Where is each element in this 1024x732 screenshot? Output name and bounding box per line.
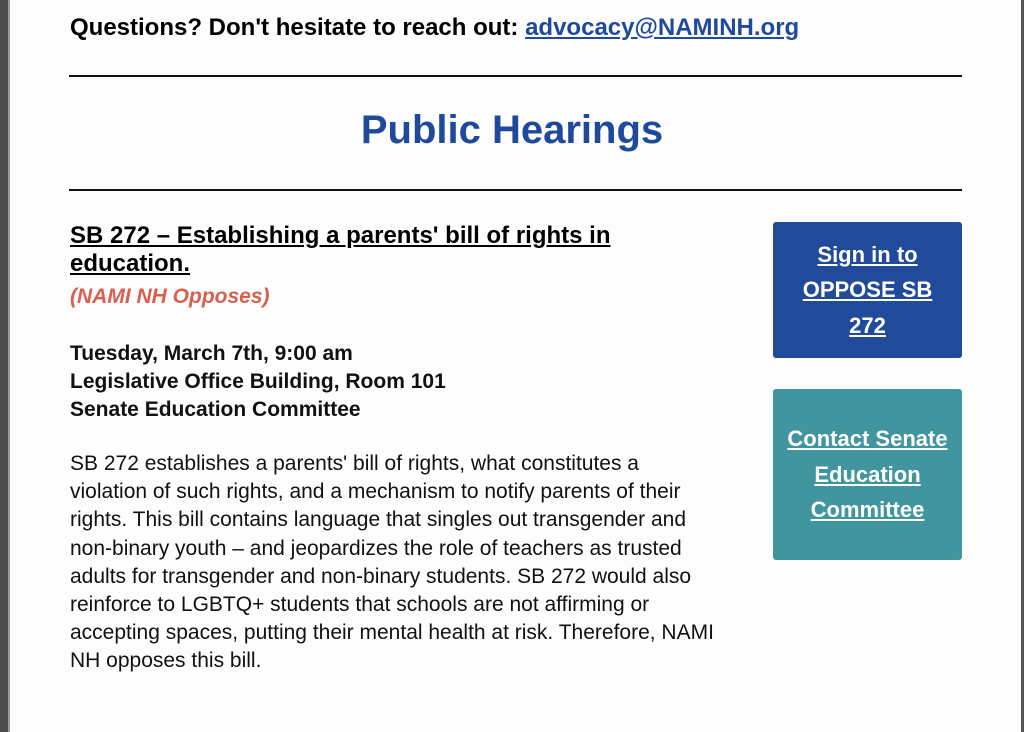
email-link[interactable]: advocacy@NAMINH.org [525,14,800,41]
section-title: Public Hearings [360,108,664,152]
bill-title-link[interactable]: SB 272 – Establishing a parents' bill of rights in education. [70,222,611,277]
hearing-committee: Senate Education Committee [70,398,361,421]
contact-committee-button[interactable] [773,389,962,560]
hearing-date-time: Tuesday, March 7th, 9:00 am [70,342,353,365]
contact-line [70,14,799,42]
contact-button-label: Contact Senate Education Committee [787,426,948,523]
hearing-details [70,340,446,424]
questions-text: Questions? Don't hesitate to reach out: [70,14,526,41]
divider-top [69,75,962,77]
bill-description: SB 272 establishes a parents' bill of rights, what constitutes a violation of such rights, and a mechanism to notify parents of their rights. This bill contains language that singles out transgender and non-binary youth – and jeopardizes the role of teachers as trusted adults for transgender and non-binary students. SB 272 would also reinforce to LGBTQ+ students that schools are not affirming or accepting spaces, putting their mental health at risk. Therefore, NAMI NH opposes this bill. [70,452,714,673]
oppose-button-label: Sign in to OPPOSE SB 272 [802,241,933,338]
sign-in-oppose-button[interactable] [773,222,962,358]
divider-bottom [69,189,962,191]
hearing-location: Legislative Office Building, Room 101 [70,370,446,393]
position-label: (NAMI NH Opposes) [70,285,270,308]
